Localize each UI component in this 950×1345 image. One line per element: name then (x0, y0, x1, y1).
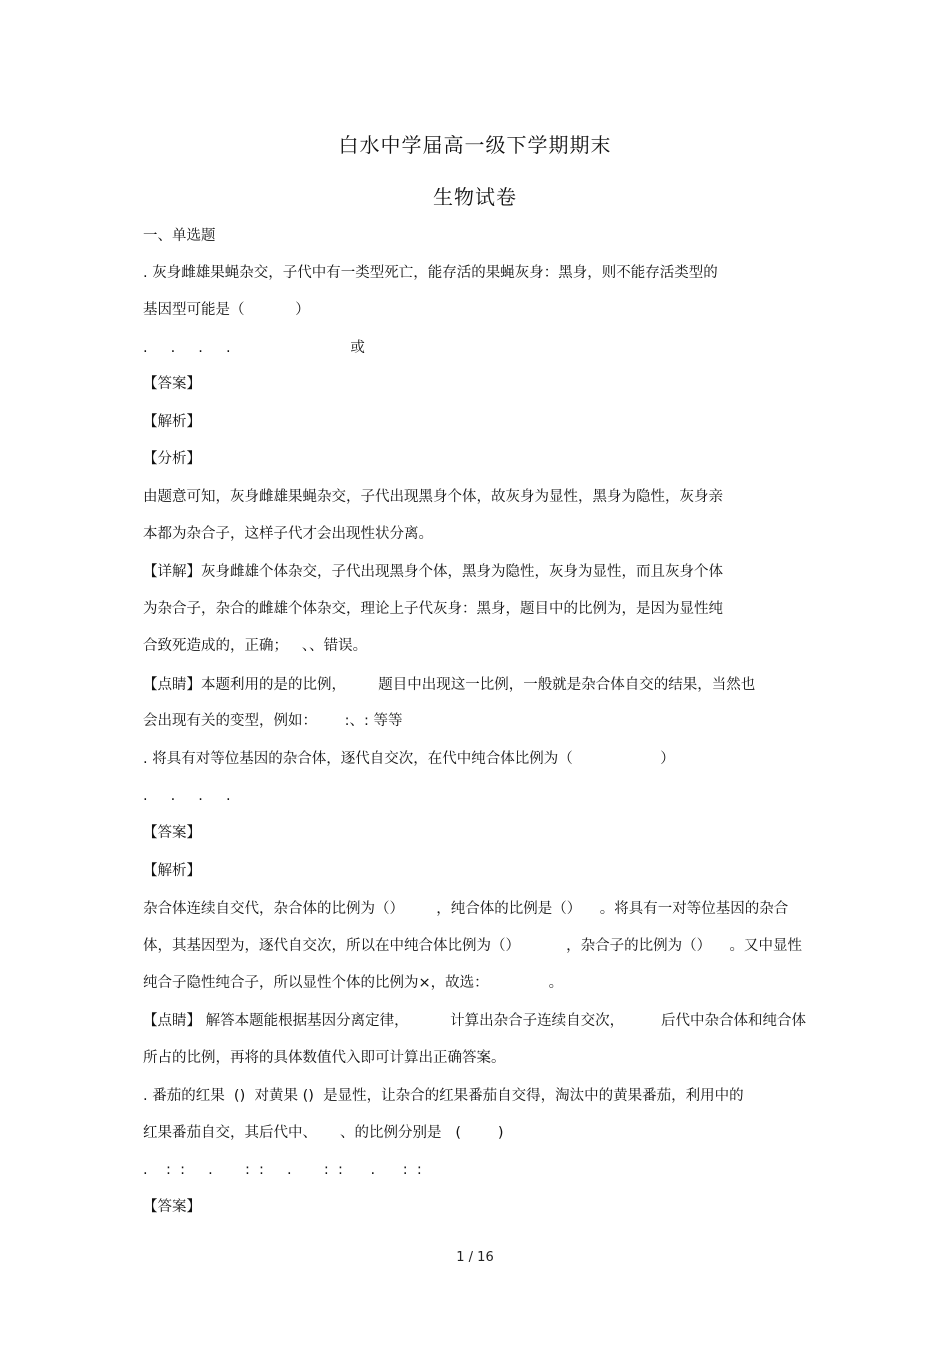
answer-label: 【答案】 (143, 825, 201, 841)
question-2-options: . . . . (143, 788, 231, 804)
paragraph-line: 体，其基因型为，逐代自交次，所以在中纯合体比例为（） ，杂合子的比例为（） 。又中显性 (143, 938, 803, 954)
breakdown-label: 【分析】 (143, 451, 201, 467)
question-3-text-cont: 红果番茄自交，其后代中、 、的比例分别是 ( ) (143, 1125, 504, 1141)
paragraph-line: 由题意可知，灰身雌雄果蝇杂交，子代出现黑身个体，故灰身为显性，黑身为隐性，灰身亲 (143, 489, 723, 505)
paragraph-line: 【点睛】 解答本题能根据基因分离定律， 计算出杂合子连续自交次， 后代中杂合体和纯合体 (143, 1013, 806, 1029)
page-number: 1 / 16 (456, 1250, 494, 1265)
question-3-options: . : : . : : . : : . : : (143, 1162, 422, 1178)
paragraph-line: 【详解】灰身雌雄个体杂交，子代出现黑身个体，黑身为隐性，灰身为显性，而且灰身个体 (143, 564, 723, 580)
paragraph-line: 本都为杂合子，这样子代才会出现性状分离。 (143, 526, 433, 542)
answer-label: 【答案】 (143, 376, 201, 392)
paragraph-line: 纯合子隐性纯合子，所以显性个体的比例为×，故选： 。 (143, 975, 564, 991)
analysis-label: 【解析】 (143, 414, 201, 430)
analysis-label: 【解析】 (143, 863, 201, 879)
paragraph-line: 会出现有关的变型，例如： :、: 等等 (143, 713, 403, 729)
question-2-text: . 将具有对等位基因的杂合体，逐代自交次，在代中纯合体比例为（ ） (143, 751, 675, 767)
paragraph-line: 为杂合子，杂合的雌雄个体杂交，理论上子代灰身：黑身，题目中的比例为，是因为显性纯 (143, 601, 723, 617)
document-subtitle: 生物试卷 (433, 185, 517, 209)
paragraph-line: 杂合体连续自交代，杂合体的比例为（） ，纯合体的比例是（） 。将具有一对等位基因的杂合 (143, 901, 789, 917)
answer-label: 【答案】 (143, 1199, 201, 1215)
paragraph-line: 合致死造成的，正确； 、、错误。 (143, 638, 368, 654)
document-title: 白水中学届高一级下学期期末 (338, 133, 612, 157)
paragraph-line: 【点睛】本题利用的是的比例， 题目中出现这一比例，一般就是杂合体自交的结果，当然也 (143, 677, 756, 693)
question-3-text: . 番茄的红果 () 对黄果 () 是显性，让杂合的红果番茄自交得，淘汰中的黄果番茄，利用中的 (143, 1088, 744, 1104)
question-1-text-cont: 基因型可能是（ ） (143, 302, 310, 318)
question-1-text: . 灰身雌雄果蝇杂交，子代中有一类型死亡，能存活的果蝇灰身：黑身，则不能存活类型的 (143, 265, 718, 281)
section-heading: 一、单选题 (143, 228, 216, 244)
question-1-options: . . . . 或 (143, 340, 365, 356)
paragraph-line: 所占的比例，再将的具体数值代入即可计算出正确答案。 (143, 1050, 506, 1066)
